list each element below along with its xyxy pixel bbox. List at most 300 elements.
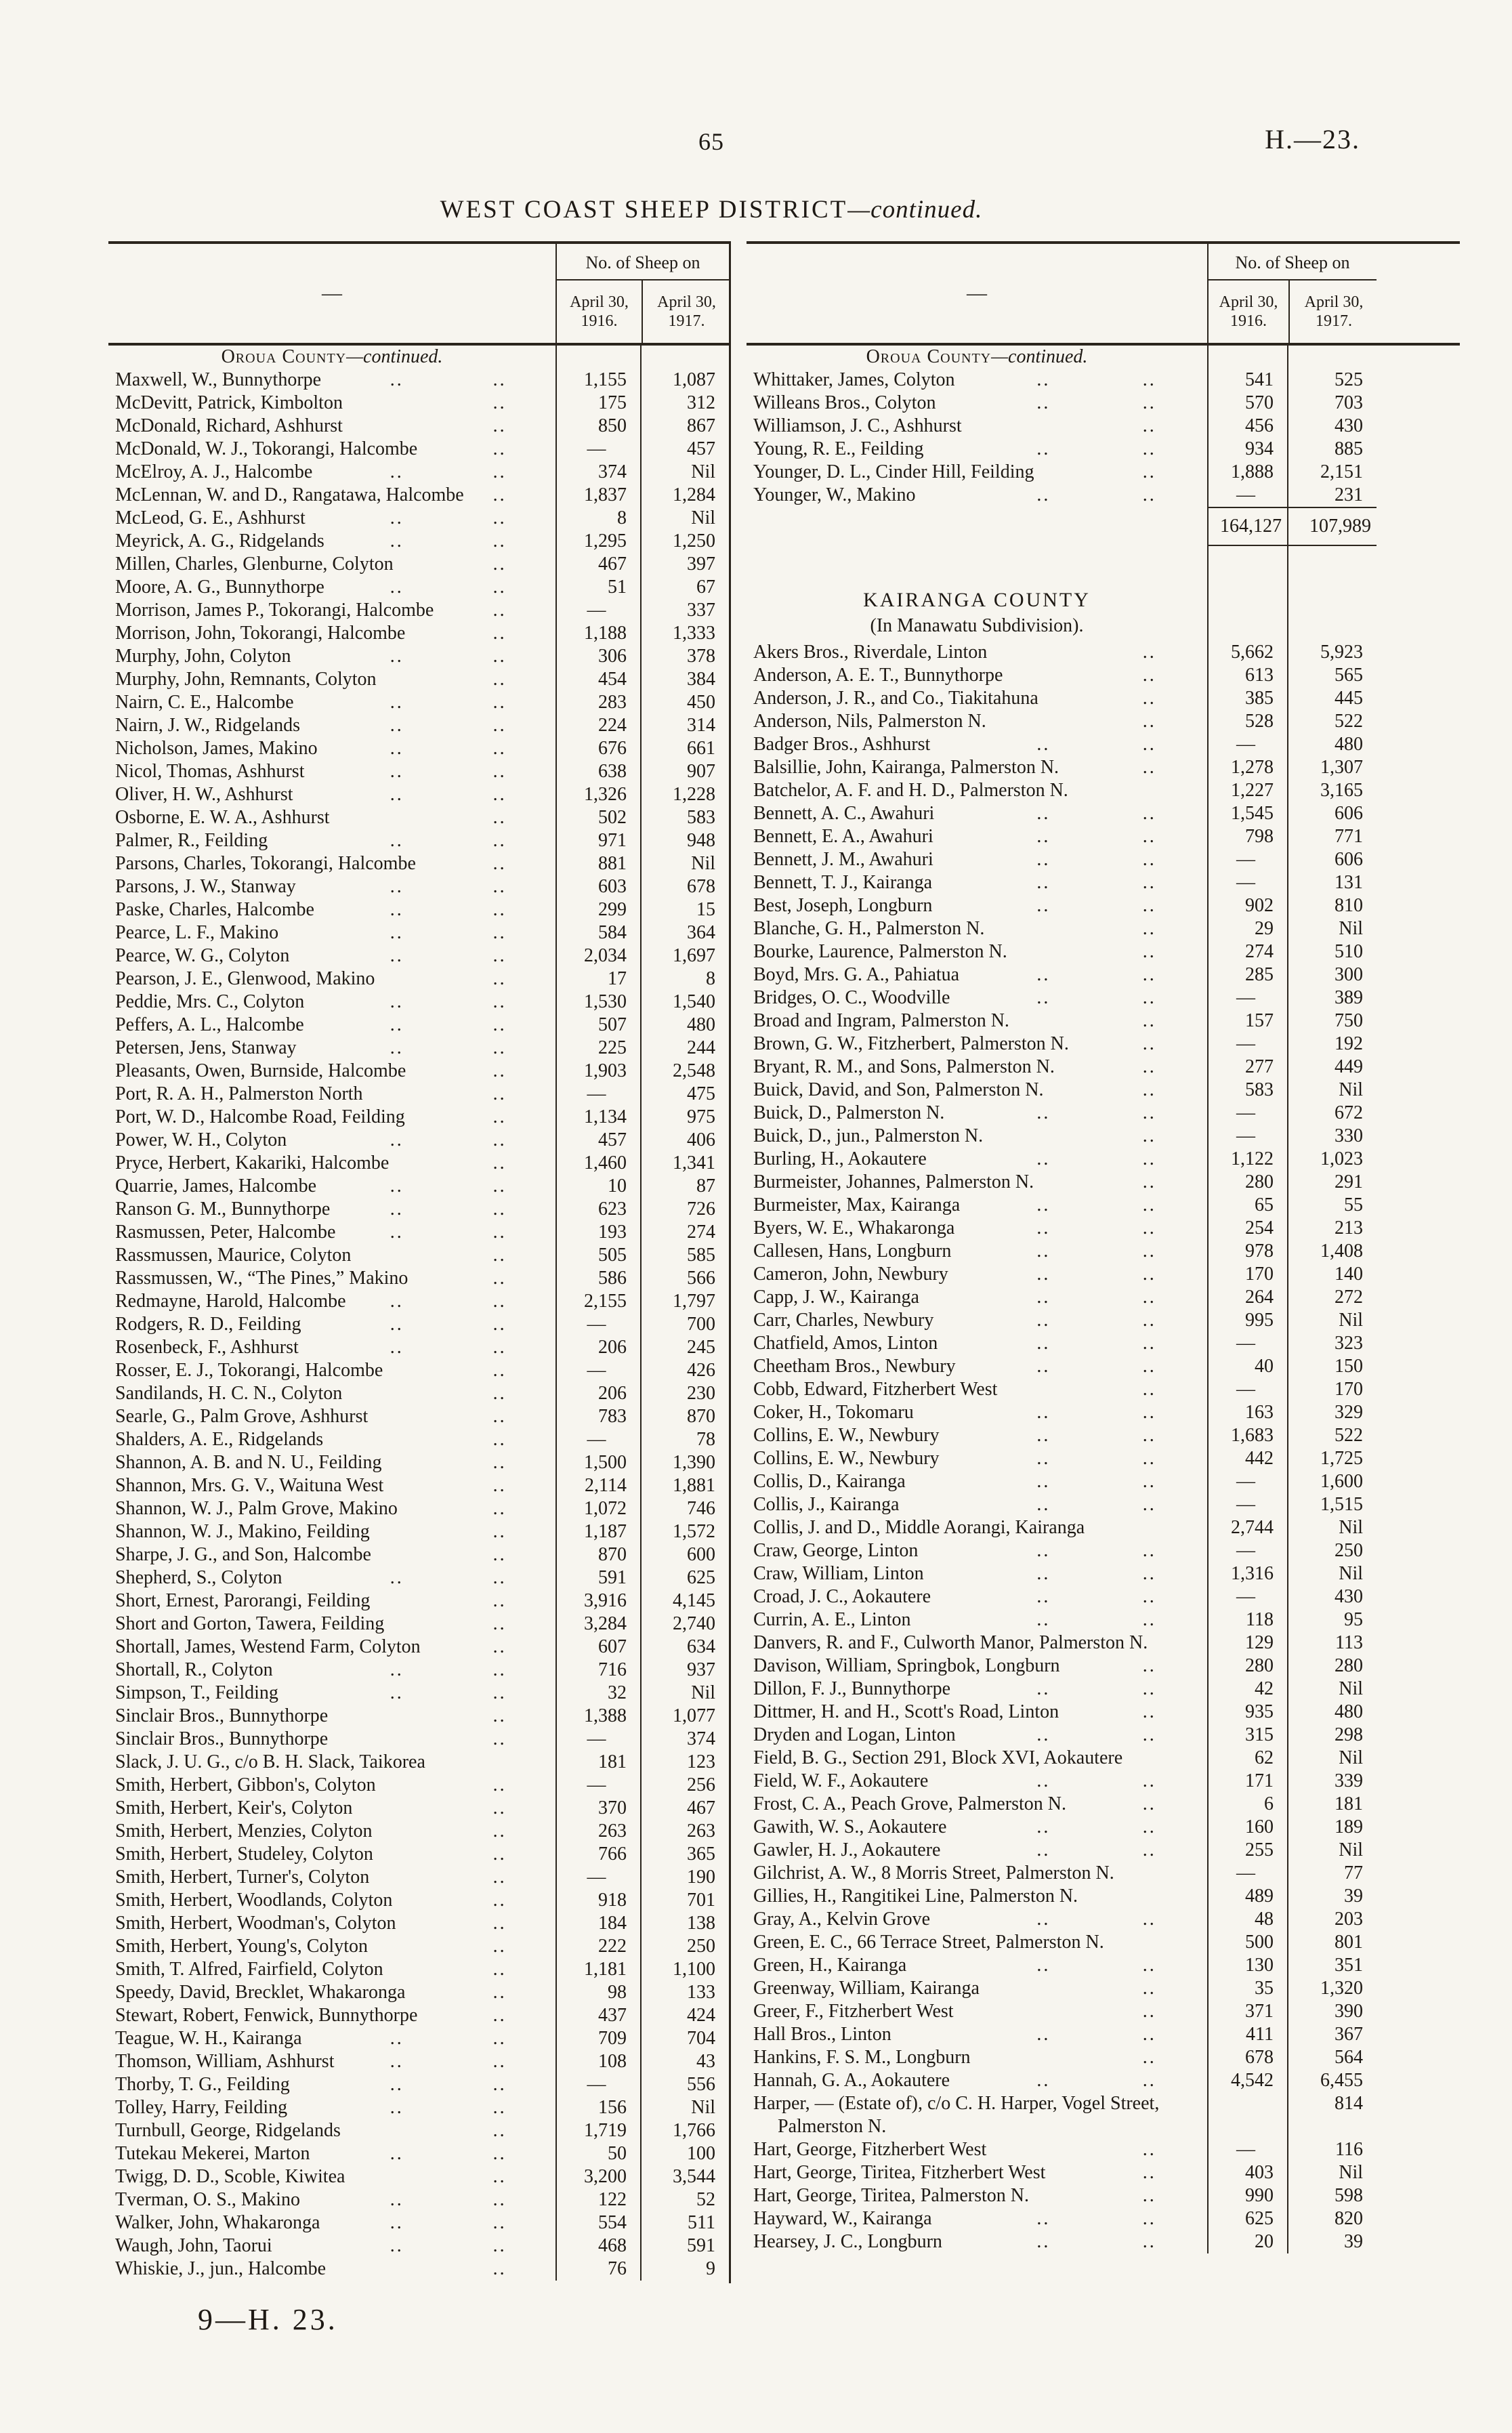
row-filler: [1377, 1424, 1460, 1447]
sheep-count-1917: 189: [1287, 1816, 1377, 1839]
owner-name: Broad and Ingram, Palmerston N. ..: [753, 1010, 1156, 1031]
owner-name: Cheetham Bros., Newbury .. ..: [753, 1356, 1156, 1377]
owner-name: Osborne, E. W. A., Ashhurst ..: [115, 807, 507, 828]
table-row: [747, 1516, 1460, 1539]
sheep-count-1917: 522: [1287, 1424, 1377, 1447]
owner-name: Carr, Charles, Newbury .. ..: [753, 1310, 1156, 1331]
owner-name: Pearson, J. E., Glenwood, Makino ..: [115, 968, 507, 989]
section-heading: Oroua County: [866, 346, 992, 367]
sheep-count-1917: 598: [1287, 2184, 1377, 2207]
table-row: [108, 691, 729, 714]
sheep-count-1916: 3,200: [555, 2165, 640, 2188]
dot-leader: ..: [492, 876, 507, 897]
row-filler: [1377, 871, 1460, 894]
sheep-count-1917: 606: [1287, 848, 1377, 871]
dot-leader: ..: [1142, 1770, 1156, 1791]
table-row: [108, 1359, 729, 1382]
row-filler: [1377, 461, 1460, 484]
table-row: [108, 806, 729, 829]
sheep-count-1917: 426: [640, 1359, 729, 1382]
dot-leader: ..: [492, 1890, 507, 1911]
sheep-count-1917: 1,077: [640, 1705, 729, 1728]
sheep-count-1916: 164,127: [1207, 507, 1287, 546]
table-row: [747, 1378, 1460, 1401]
sheep-count-1917: 1,390: [640, 1451, 729, 1474]
sheep-count-1916: 1,460: [555, 1152, 640, 1175]
sheep-count-1917: Nil: [640, 852, 729, 875]
owner-name: Port, R. A. H., Palmerston North ..: [115, 1083, 507, 1104]
sheep-count-1917: 1,572: [640, 1520, 729, 1543]
sheep-count-1916: —: [1207, 1033, 1287, 1056]
row-filler: [1377, 733, 1460, 756]
dot-leader: ..: [492, 484, 507, 505]
sheep-count-1916: 437: [555, 2004, 640, 2027]
owner-name: Green, H., Kairanga .. ..: [753, 1955, 1156, 1976]
dot-leader: ..: [492, 2028, 507, 2049]
sheep-count-1916: —: [1207, 2138, 1287, 2161]
sheep-count-1916: 411: [1207, 2023, 1287, 2046]
sheep-count-1916: 1,155: [555, 369, 640, 392]
sheep-count-1916: —: [1207, 1102, 1287, 1125]
table-row: [108, 1152, 729, 1175]
sheep-count-1917: 39: [1287, 2230, 1377, 2253]
dot-leader: ..: [1036, 849, 1051, 870]
table-row: [747, 1908, 1460, 1931]
row-filler: [1377, 438, 1460, 461]
sheep-count-1916: 285: [1207, 963, 1287, 986]
sheep-count-1916: 65: [1207, 1194, 1287, 1217]
sheep-count-1916: 1,530: [555, 991, 640, 1014]
dot-leader: ..: [492, 623, 507, 644]
sheep-count-1916: 971: [555, 829, 640, 852]
heading-row: [747, 581, 1460, 641]
sheep-count-1916: 315: [1207, 1724, 1287, 1747]
table-row: [747, 1562, 1460, 1585]
column-header-1916: April 30, 1916.: [1219, 293, 1278, 330]
table-row: [108, 1751, 729, 1774]
sheep-count-1917: 1,725: [1287, 1447, 1377, 1470]
owner-name: Murphy, John, Remnants, Colyton ..: [115, 669, 507, 690]
sheep-count-1916: 6: [1207, 1793, 1287, 1816]
sheep-count-1916: 370: [555, 1797, 640, 1820]
sheep-count-1917: 250: [1287, 1539, 1377, 1562]
dot-leader: ..: [492, 1383, 507, 1404]
dot-leader: ..: [1142, 1563, 1156, 1584]
dot-leader: ..: [1142, 918, 1156, 939]
owner-name: [747, 346, 1207, 369]
sheep-count-1917: 510: [1287, 940, 1377, 963]
sheep-count-1917: 8: [640, 968, 729, 991]
table-row: [108, 1267, 729, 1290]
sheep-count-1916: 35: [1207, 1977, 1287, 2000]
sheep-count-1916: 264: [1207, 1286, 1287, 1309]
dot-leader: ..: [1142, 2047, 1156, 2068]
table-row: [108, 1451, 729, 1474]
owner-name: Smith, Herbert, Young's, Colyton ..: [115, 1936, 507, 1957]
owner-name: Oliver, H. W., Ashhurst .. ..: [115, 784, 507, 805]
table-row: [747, 1585, 1460, 1608]
section-heading: Oroua County: [221, 346, 347, 367]
table-row: [747, 1401, 1460, 1424]
dot-leader: ..: [1142, 1955, 1156, 1976]
owner-name: Williamson, J. C., Ashhurst ..: [753, 415, 1156, 436]
dot-leader: ..: [1142, 1816, 1156, 1837]
sheep-count-1917: 475: [640, 1083, 729, 1106]
sheep-count-1916: 766: [555, 1843, 640, 1866]
row-filler: [1377, 1585, 1460, 1608]
table-row: [747, 1885, 1460, 1908]
owner-name: Byers, W. E., Whakaronga .. ..: [753, 1218, 1156, 1239]
row-filler: [1377, 1493, 1460, 1516]
owner-name: Smith, Herbert, Gibbon's, Colyton ..: [115, 1774, 507, 1795]
dot-leader: ..: [1036, 2231, 1051, 2252]
owner-name: Best, Joseph, Longburn .. ..: [753, 895, 1156, 916]
owner-name: Craw, George, Linton .. ..: [753, 1540, 1156, 1561]
dot-leader: ..: [1036, 1609, 1051, 1630]
dot-leader: ..: [1142, 2208, 1156, 2229]
owner-name: Gilchrist, A. W., 8 Morris Street, Palmerston N.: [753, 1863, 1114, 1884]
owner-name: Dittmer, H. and H., Scott's Road, Linton ..: [753, 1701, 1156, 1722]
owner-name: Rassmussen, W., “The Pines,” Makino ..: [115, 1268, 507, 1289]
owner-name: Morrison, John, Tokorangi, Halcombe ..: [115, 623, 507, 644]
dot-leader: ..: [1142, 1978, 1156, 1999]
dot-leader: ..: [1036, 1816, 1051, 1837]
sheep-count-1916: 2,155: [555, 1290, 640, 1313]
owner-name: Gawler, H. J., Aokautere .. ..: [753, 1839, 1156, 1860]
table-row: [108, 1083, 729, 1106]
table-row: [747, 963, 1460, 986]
sheep-count-1917: 700: [640, 1313, 729, 1336]
sheep-count-1916: —: [555, 1774, 640, 1797]
dot-leader: ..: [1036, 1102, 1051, 1123]
dot-leader: ..: [492, 2189, 507, 2210]
dot-leader: ..: [492, 1106, 507, 1127]
owner-name: Nicol, Thomas, Ashhurst .. ..: [115, 761, 507, 782]
table-row: [108, 1566, 729, 1589]
table-row: [108, 1520, 729, 1543]
owner-name: Port, W. D., Halcombe Road, Feilding ..: [115, 1106, 507, 1127]
dot-leader: ..: [390, 1314, 404, 1335]
dot-leader: ..: [1142, 757, 1156, 778]
owner-name: Sharpe, J. G., and Son, Halcombe ..: [115, 1544, 507, 1565]
table-row: [108, 1198, 729, 1221]
left-column-table: [108, 241, 731, 2283]
owner-name: Moore, A. G., Bunnythorpe .. ..: [115, 577, 507, 598]
sheep-count-1917: 170: [1287, 1378, 1377, 1401]
sheep-count-1916: 1,500: [555, 1451, 640, 1474]
dot-leader: ..: [1036, 895, 1051, 916]
row-filler: [1377, 1148, 1460, 1171]
dot-leader: ..: [492, 600, 507, 621]
sheep-count-1917: 256: [640, 1774, 729, 1797]
table-row: [108, 1613, 729, 1636]
owner-name: Burmeister, Johannes, Palmerston N. ..: [753, 1171, 1156, 1192]
table-row: [747, 1148, 1460, 1171]
table-row: [747, 1309, 1460, 1332]
sheep-count-1917: 330: [1287, 1125, 1377, 1148]
sheep-count-1916: —: [1207, 1493, 1287, 1516]
row-filler: [1377, 917, 1460, 940]
table-row: [108, 1382, 729, 1405]
sheep-count-1917: 390: [1287, 2000, 1377, 2023]
sheep-count-1916: 1,903: [555, 1060, 640, 1083]
sheep-count-1917: Nil: [1287, 1516, 1377, 1539]
owner-name: Shortall, James, Westend Farm, Colyton ..: [115, 1636, 507, 1657]
dot-leader: ..: [390, 1129, 404, 1150]
table-row: [108, 2073, 729, 2096]
sheep-count-1916: 457: [555, 1129, 640, 1152]
dot-leader: ..: [1142, 1609, 1156, 1630]
dot-leader: ..: [1142, 1586, 1156, 1607]
table-row: [747, 802, 1460, 825]
owner-name: Smith, T. Alfred, Fairfield, Colyton ..: [115, 1959, 507, 1980]
table-row: [108, 1336, 729, 1359]
sheep-count-1917: 339: [1287, 1770, 1377, 1793]
table-row: [747, 1816, 1460, 1839]
dot-leader: ..: [390, 945, 404, 966]
dot-leader: ..: [1036, 1770, 1051, 1791]
owner-name: Harper, — (Estate of), c/o C. H. Harper, Vogel Street, Palmerston N.: [753, 2093, 1160, 2137]
row-filler: [1377, 1171, 1460, 1194]
sheep-count-1916: 995: [1207, 1309, 1287, 1332]
owner-name: Sinclair Bros., Bunnythorpe ..: [115, 1728, 507, 1749]
dot-leader: ..: [1036, 1264, 1051, 1285]
sheep-count-1917: 583: [640, 806, 729, 829]
dot-leader: ..: [390, 1659, 404, 1680]
sheep-count-1917: [1287, 346, 1377, 369]
table-row: [747, 2023, 1460, 2046]
owner-name: Balsillie, John, Kairanga, Palmerston N. ..: [753, 757, 1156, 778]
dot-leader: ..: [492, 761, 507, 782]
sheep-count-1917: 1,797: [640, 1290, 729, 1313]
dot-leader: ..: [1036, 1194, 1051, 1215]
sheep-count-1917: 801: [1287, 1931, 1377, 1954]
sheep-count-1917: 820: [1287, 2207, 1377, 2230]
table-row: [747, 1470, 1460, 1493]
sheep-count-group-label: No. of Sheep on: [585, 253, 700, 272]
dot-leader: ..: [492, 1129, 507, 1150]
owner-name: Rosser, E. J., Tokorangi, Halcombe ..: [115, 1360, 507, 1381]
sheep-count-1917: 77: [1287, 1862, 1377, 1885]
sheep-count-1917: Nil: [1287, 1079, 1377, 1102]
row-filler: [1377, 1447, 1460, 1470]
owner-name: Rosenbeck, F., Ashhurst .. ..: [115, 1337, 507, 1358]
sheep-count-1916: 456: [1207, 415, 1287, 438]
table-row: [108, 2188, 729, 2211]
sheep-count-1916: 224: [555, 714, 640, 737]
dot-leader: ..: [492, 1774, 507, 1795]
owner-name: Smith, Herbert, Studeley, Colyton ..: [115, 1844, 507, 1865]
dot-leader: ..: [1142, 1102, 1156, 1123]
owner-name: Blanche, G. H., Palmerston N. ..: [753, 918, 1156, 939]
row-filler: [1377, 2069, 1460, 2092]
dot-leader: ..: [1036, 964, 1051, 985]
sheep-count-1916: 306: [555, 645, 640, 668]
owner-name: Hall Bros., Linton .. ..: [753, 2024, 1156, 2045]
dot-leader: ..: [390, 2074, 404, 2095]
sheep-count-1916: 613: [1207, 664, 1287, 687]
table-row: [747, 1747, 1460, 1770]
dot-leader: ..: [492, 784, 507, 805]
sheep-count-1916: 502: [555, 806, 640, 829]
row-filler: [1377, 1954, 1460, 1977]
sheep-count-1917: 480: [1287, 733, 1377, 756]
table-row: [747, 1931, 1460, 1954]
sheep-count-1916: 48: [1207, 1908, 1287, 1931]
owner-name: Gillies, H., Rangitikei Line, Palmerston N.: [753, 1886, 1078, 1907]
row-filler: [1377, 1010, 1460, 1033]
dot-leader: ..: [492, 392, 507, 413]
sheep-count-1916: 76: [555, 2258, 640, 2281]
dot-leader: ..: [492, 1728, 507, 1749]
dot-leader: ..: [492, 2258, 507, 2279]
sheep-count-1916: 990: [1207, 2184, 1287, 2207]
sheep-count-1916: —: [1207, 986, 1287, 1010]
dot-leader: ..: [1036, 987, 1051, 1008]
sheep-count-1917: 39: [1287, 1885, 1377, 1908]
table-row: [747, 1033, 1460, 1056]
sheep-count-1917: 726: [640, 1198, 729, 1221]
sheep-count-1917: Nil: [1287, 1747, 1377, 1770]
sheep-count-1916: 156: [555, 2096, 640, 2119]
table-row: [108, 1774, 729, 1797]
table-row: [108, 1037, 729, 1060]
table-row: [108, 1935, 729, 1958]
printer-signature: 9—H. 23.: [198, 2303, 338, 2336]
sheep-count-1916: 283: [555, 691, 640, 714]
table-row: [108, 1060, 729, 1083]
owner-name: Bourke, Laurence, Palmerston N. ..: [753, 941, 1156, 962]
row-filler: [1377, 1655, 1460, 1678]
table-row: [747, 710, 1460, 733]
owner-name: Walker, John, Whakaronga .. ..: [115, 2212, 507, 2233]
sheep-count-1916: 171: [1207, 1770, 1287, 1793]
dot-leader: ..: [390, 2143, 404, 2164]
table-row: [747, 848, 1460, 871]
dot-leader: ..: [390, 507, 404, 528]
sheep-count-1916: 263: [555, 1820, 640, 1843]
county-heading: KAIRANGA COUNTY: [863, 589, 1091, 611]
dot-leader: ..: [1142, 941, 1156, 962]
row-filler: [1377, 1516, 1460, 1539]
county-subheading: (In Manawatu Subdivision).: [870, 615, 1084, 636]
sheep-count-1916: 29: [1207, 917, 1287, 940]
sheep-count-1917: 367: [1287, 2023, 1377, 2046]
owner-name: Short, Ernest, Parorangi, Feilding ..: [115, 1590, 507, 1611]
dot-leader: ..: [492, 1475, 507, 1496]
sheep-count-1916: 570: [1207, 392, 1287, 415]
row-filler: [1377, 687, 1460, 710]
owner-name: Hankins, F. S. M., Longburn ..: [753, 2047, 1156, 2068]
dot-leader: ..: [1036, 392, 1051, 413]
sheep-count-1916: 1,227: [1207, 779, 1287, 802]
table-row: [747, 940, 1460, 963]
dot-leader: ..: [492, 2074, 507, 2095]
sheep-count-1916: [1207, 2092, 1287, 2138]
sheep-count-1917: 397: [640, 553, 729, 576]
table-row: [747, 1608, 1460, 1631]
table-row: [108, 1889, 729, 1912]
sheep-count-1916: 225: [555, 1037, 640, 1060]
sheep-count-1916: 4,542: [1207, 2069, 1287, 2092]
owner-name: Young, R. E., Feilding .. ..: [753, 438, 1156, 459]
dot-leader: ..: [492, 577, 507, 598]
sheep-count-1916: —: [1207, 1378, 1287, 1401]
table-row: [747, 1102, 1460, 1125]
sheep-count-1917: 606: [1287, 802, 1377, 825]
sheep-count-1917: 213: [1287, 1217, 1377, 1240]
dot-leader: ..: [492, 1452, 507, 1473]
dot-leader: ..: [1142, 1494, 1156, 1515]
dot-leader: ..: [390, 1567, 404, 1588]
row-filler: [1377, 1747, 1460, 1770]
sheep-count-1917: 107,989: [1287, 507, 1377, 546]
owner-name: Whittaker, James, Colyton .. ..: [753, 369, 1156, 390]
row-filler: [1377, 894, 1460, 917]
owner-name: Capp, J. W., Kairanga .. ..: [753, 1287, 1156, 1308]
sheep-count-1916: 583: [1207, 1079, 1287, 1102]
county-total-row: [747, 507, 1460, 546]
dot-leader: ..: [1142, 1287, 1156, 1308]
owner-name: Bennett, E. A., Awahuri .. ..: [753, 826, 1156, 847]
row-filler: [1377, 369, 1460, 392]
sheep-count-1917: 450: [640, 691, 729, 714]
dot-leader: ..: [1142, 1194, 1156, 1215]
table-row: [108, 507, 729, 530]
sheep-count-1916: 2,114: [555, 1474, 640, 1497]
table-row: [108, 599, 729, 622]
row-filler: [1377, 1217, 1460, 1240]
owner-name: Palmer, R., Feilding .. ..: [115, 830, 507, 851]
row-filler: [1377, 1332, 1460, 1355]
owner-name: Pearce, W. G., Colyton .. ..: [115, 945, 507, 966]
sheep-count-1917: 585: [640, 1244, 729, 1267]
sheep-count-1917: Nil: [1287, 917, 1377, 940]
table-row: [747, 2092, 1460, 2138]
section-heading-continued: —continued.: [346, 346, 443, 367]
sheep-count-1916: [1207, 581, 1287, 641]
sheep-count-1917: 52: [640, 2188, 729, 2211]
sheep-count-1916: 541: [1207, 369, 1287, 392]
sheep-count-1917: 140: [1287, 1263, 1377, 1286]
table-row: [108, 737, 729, 760]
owner-name: Collins, E. W., Newbury .. ..: [753, 1448, 1156, 1469]
dot-leader: ..: [1142, 849, 1156, 870]
table-body: [108, 346, 729, 2281]
owner-name: Anderson, J. R., and Co., Tiakitahuna ..: [753, 688, 1156, 709]
sheep-count-1917: Nil: [1287, 2161, 1377, 2184]
sheep-count-1916: 468: [555, 2234, 640, 2258]
owner-name: Smith, Herbert, Keir's, Colyton ..: [115, 1797, 507, 1818]
sheep-count-1917: 566: [640, 1267, 729, 1290]
sheep-count-1916: 505: [555, 1244, 640, 1267]
sheep-count-1916: 584: [555, 921, 640, 944]
sheep-count-1916: —: [555, 2073, 640, 2096]
sheep-count-1916: 1,837: [555, 484, 640, 507]
sheep-count-1917: 522: [1287, 710, 1377, 733]
owner-name: Peddie, Mrs. C., Colyton .. ..: [115, 991, 507, 1012]
dot-leader: ..: [1142, 1379, 1156, 1400]
page-title-main: WEST COAST SHEEP DISTRICT: [440, 196, 848, 224]
owner-name: Collis, J. and D., Middle Aorangi, Kairanga: [753, 1517, 1085, 1538]
table-row: [747, 1770, 1460, 1793]
owner-name: Frost, C. A., Peach Grove, Palmerston N. ..: [753, 1793, 1156, 1814]
row-filler: [1377, 1286, 1460, 1309]
dot-leader: ..: [1036, 803, 1051, 824]
table-row: [747, 1217, 1460, 1240]
sheep-count-group-label: No. of Sheep on: [1235, 253, 1350, 272]
dot-leader: ..: [1142, 1218, 1156, 1239]
